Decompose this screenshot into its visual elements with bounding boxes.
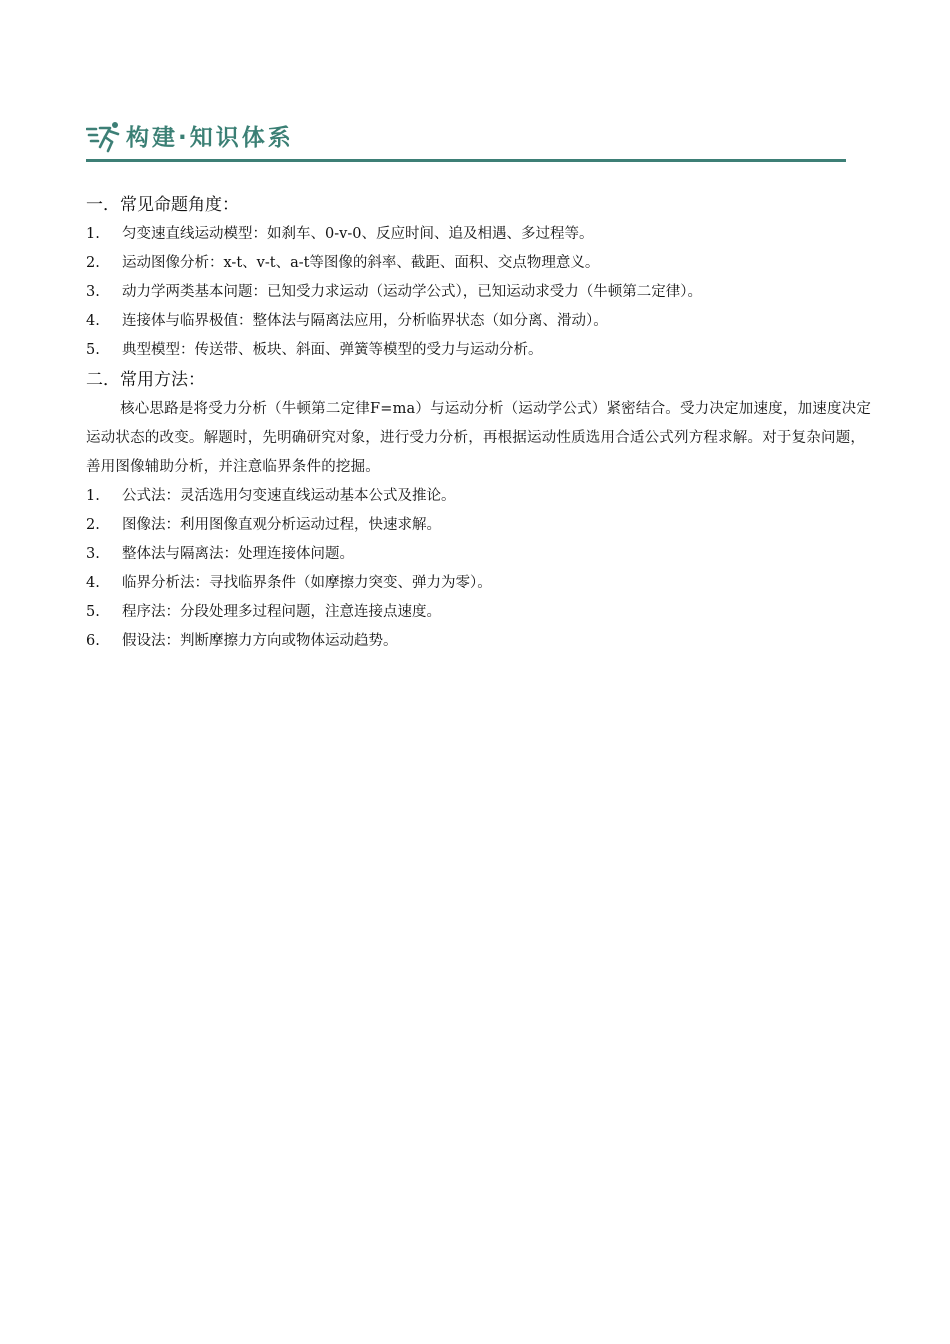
section-heading-methods: 二．常用方法： <box>86 370 205 390</box>
item-number: 4. <box>86 313 100 329</box>
list-item <box>86 540 876 569</box>
list-item <box>86 249 876 278</box>
list-item <box>86 482 876 511</box>
item-number: 5. <box>86 342 100 358</box>
item-number: 3. <box>86 284 100 300</box>
list-item <box>86 278 876 307</box>
section-heading-angles: 一．常见命题角度： <box>86 195 239 215</box>
section-header <box>86 118 846 164</box>
item-text: 连接体与临界极值：整体法与隔离法应用，分析临界状态（如分离、滑动）。 <box>122 313 608 329</box>
item-number: 2. <box>86 255 100 271</box>
item-text: 图像法：利用图像直观分析运动过程，快速求解。 <box>122 517 441 533</box>
item-number: 5. <box>86 604 100 620</box>
item-text: 运动图像分析：x-t、v-t、a-t等图像的斜率、截距、面积、交点物理意义。 <box>122 255 600 271</box>
list-item <box>86 569 876 598</box>
item-text: 典型模型：传送带、板块、斜面、弹簧等模型的受力与运动分析。 <box>122 342 543 358</box>
item-number: 1. <box>86 226 100 242</box>
item-number: 6. <box>86 633 100 649</box>
item-text: 程序法：分段处理多过程问题，注意连接点速度。 <box>122 604 441 620</box>
item-text: 整体法与隔离法：处理连接体问题。 <box>122 546 354 562</box>
item-number: 3. <box>86 546 100 562</box>
list-item <box>86 220 876 249</box>
list-item <box>86 336 876 365</box>
item-text: 匀变速直线运动模型：如刹车、0-v-0、反应时间、追及相遇、多过程等。 <box>122 226 594 242</box>
list-item <box>86 511 876 540</box>
header-title: 构建·知识体系 <box>126 125 294 151</box>
angles-list <box>86 220 876 365</box>
methods-paragraph: 核心思路是将受力分析（牛顿第二定律F=ma）与运动分析（运动学公式）紧密结合。受力决定加速度，加速度决定运动状态的改变。解题时，先明确研究对象，进行受力分析，再根据运动性质选用合适公式列方程求解。对于复杂问题，善用图像辅助分析，并注意临界条件的挖掘。 <box>86 401 872 475</box>
item-text: 临界分析法：寻找临界条件（如摩擦力突变、弹力为零）。 <box>122 575 492 591</box>
item-text: 假设法：判断摩擦力方向或物体运动趋势。 <box>122 633 398 649</box>
item-number: 1. <box>86 488 100 504</box>
item-text: 动力学两类基本问题：已知受力求运动（运动学公式），已知运动求受力（牛顿第二定律）。 <box>122 284 702 300</box>
header-divider <box>86 159 846 162</box>
item-number: 4. <box>86 575 100 591</box>
content-area <box>86 190 876 656</box>
list-item <box>86 598 876 627</box>
list-item <box>86 307 876 336</box>
running-figure-icon <box>86 120 122 154</box>
item-text: 公式法：灵活选用匀变速直线运动基本公式及推论。 <box>122 488 456 504</box>
list-item <box>86 627 876 656</box>
methods-list <box>86 482 876 656</box>
item-number: 2. <box>86 517 100 533</box>
